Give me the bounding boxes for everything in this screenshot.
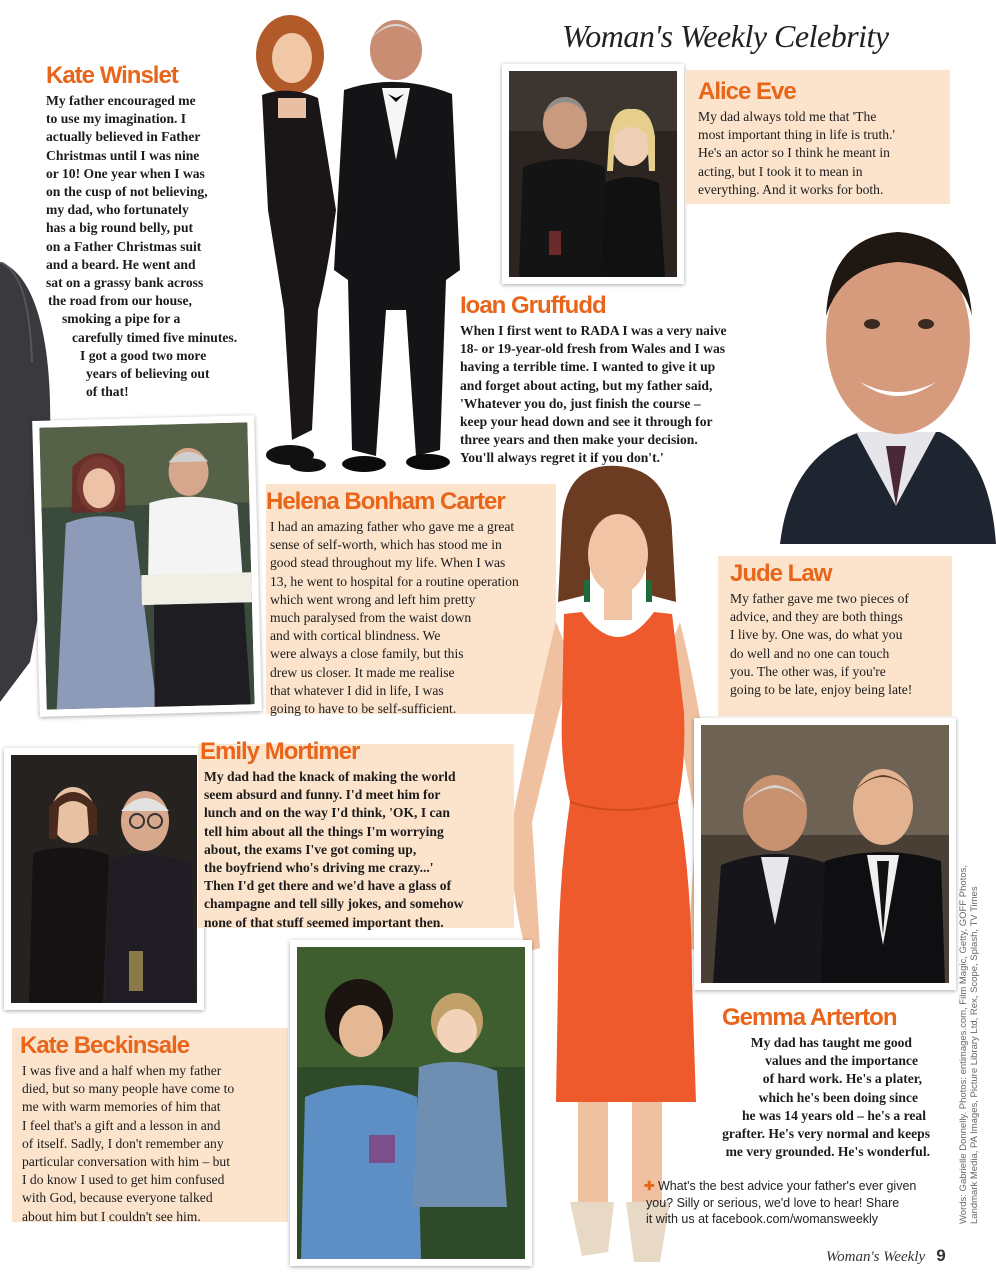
page-number: 9 xyxy=(936,1246,946,1265)
kate-winslet-name: Kate Winslet xyxy=(46,62,178,89)
jude-law-name: Jude Law xyxy=(730,560,832,587)
alice-eve-quote: My dad always told me that 'The most important thing in life is truth.' He's an actor so I think he meant in acting, but I took it to mean in everything. And it works for both. xyxy=(698,109,895,197)
kate-beckinsale-quote: I was five and a half when my father died, but so many people have come to me with warm memories of him that I feel that's a gift and a lesson in and of itself. Sadly, I don't remember any particular conversation with him – but I do know I used to get him confused with God, because everyone talked about him but I couldn't see him. xyxy=(22,1063,235,1224)
jude-law-quote: My father gave me two pieces of advice, and they are both things I live by. One was, do what you do well and no one can touch you. The other was, if you're going to be late, enjoy being late! xyxy=(730,591,913,698)
helena-bonham-carter-name: Helena Bonham Carter xyxy=(266,488,505,515)
ioan-gruffudd-photo xyxy=(760,206,996,544)
kate-winslet-father-photo xyxy=(248,10,468,480)
photo-credits: Words: Gabrielle Donnelly. Photos: entimages.com, Film Magic, Getty, GOFF Photos, Landmark Media, PA Images, Picture Library Ltd, Rex, Scope, Splash, TV Times xyxy=(958,864,980,1224)
ioan-gruffudd-quote: When I first went to RADA I was a very naive 18- or 19-year-old fresh from Wales and I was having a terrible time. I wanted to give it up and forget about acting, but my father said, 'Whatever you do, just finish the course – keep your head down and see it through for three years and then make your decision. You'll always regret it if you don't.' xyxy=(460,323,727,466)
gemma-arterton-quote: My dad has taught me good values and the importance of hard work. He's a plater, which he's been doing since he was 14 years old – he's a real grafter. He's very normal and keeps me very grounded. He's wonderful. xyxy=(722,1035,930,1160)
jude-law-father-photo xyxy=(694,718,956,990)
footer-magazine-title: Woman's Weekly xyxy=(826,1249,926,1265)
kate-winslet-quote: My father encouraged me to use my imagination. I actually believed in Father Christmas until I was nine or 10! One year when I was on the cusp of not believing, my dad, who fortunately has a big round belly, put on a Father Christmas suit and a beard. He went and sat on a grassy bank across the road from our house, smoking a pipe for a carefully timed five minutes. I got a good two more years of believing out of that! xyxy=(46,93,238,400)
reader-call-to-action: ✚ What's the best advice your father's ever given you? Silly or serious, we'd love to hear! Share it with us at facebook.com/womansweekly xyxy=(644,1179,917,1226)
alice-eve-father-photo xyxy=(502,64,684,284)
kate-beckinsale-father-photo xyxy=(290,940,532,1266)
page-footer xyxy=(826,1246,946,1266)
kate-beckinsale-name: Kate Beckinsale xyxy=(20,1032,190,1059)
ioan-gruffudd-name: Ioan Gruffudd xyxy=(460,292,606,319)
emily-mortimer-name: Emily Mortimer xyxy=(200,738,360,765)
plus-icon: ✚ xyxy=(644,1179,655,1193)
alice-eve-name: Alice Eve xyxy=(698,78,796,105)
helena-bonham-carter-quote: I had an amazing father who gave me a great sense of self-worth, which has stood me in good stead throughout my life. When I was 13, he went to hospital for a routine operation which went wrong and left him pretty much paralysed from the waist down and with cortical blindness. We were always a close family, but this drew us closer. It made me realise that whatever I did in life, I was going to have to be self-sufficient. xyxy=(270,519,519,717)
helena-bonham-carter-father-photo xyxy=(32,415,262,717)
emily-mortimer-father-photo xyxy=(4,748,204,1010)
emily-mortimer-quote: My dad had the knack of making the world seem absurd and funny. I'd meet him for lunch and on the way I'd think, 'OK, I can tell him about all the things I'm worrying about, the exams I've got coming up, the boyfriend who's driving me crazy...' Then I'd get there and we'd have a glass of champagne and tell silly jokes, and somehow none of that stuff seemed important then. xyxy=(204,769,464,930)
magazine-title: Woman's Weekly Celebrity xyxy=(562,18,889,54)
gemma-arterton-name: Gemma Arterton xyxy=(722,1004,897,1031)
